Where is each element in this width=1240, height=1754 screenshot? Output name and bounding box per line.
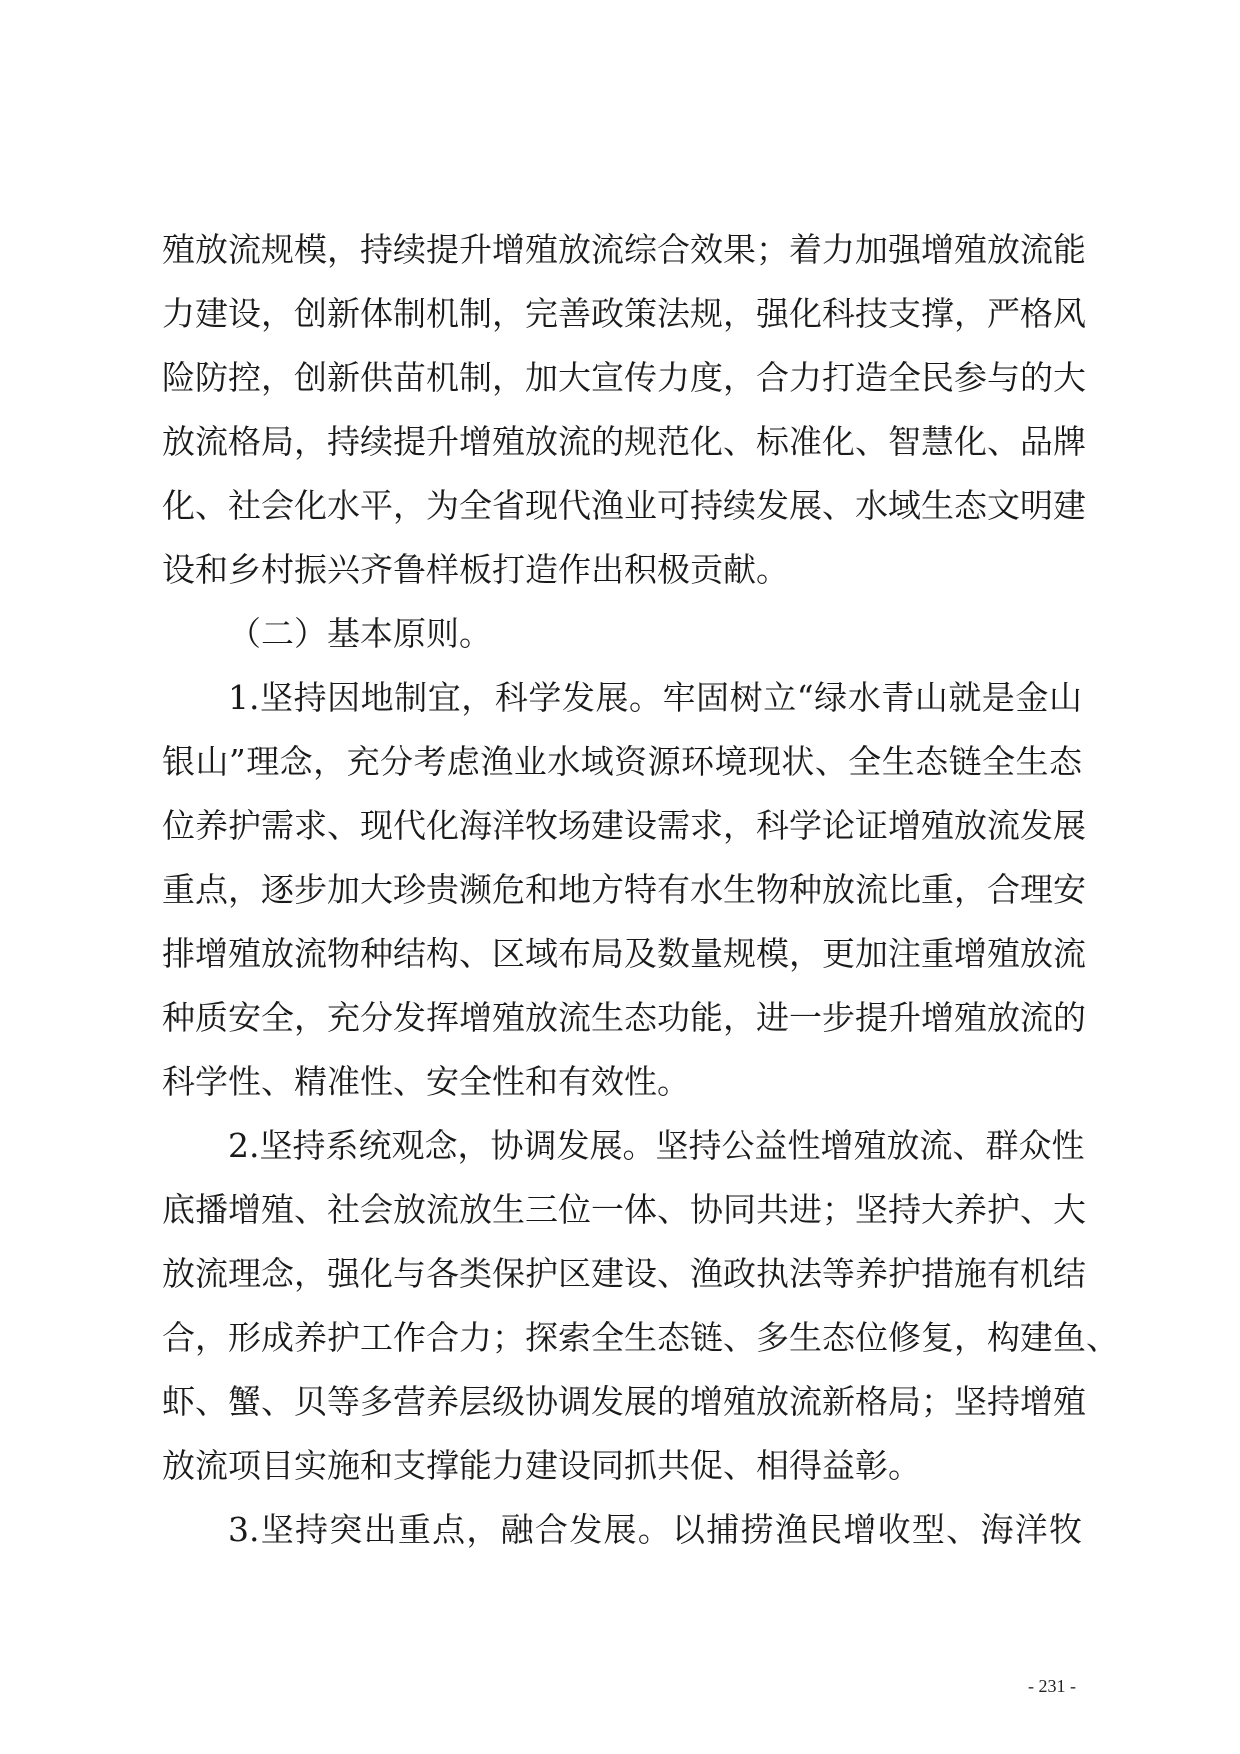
text-line: 底播增殖、社会放流放生三位一体、协同共进；坚持大养护、大 — [162, 1190, 1086, 1229]
text-line: 力建设，创新体制机制，完善政策法规，强化科技支撑，严格风 — [162, 294, 1086, 333]
text-line: 重点，逐步加大珍贵濒危和地方特有水生物种放流比重，合理安 — [162, 870, 1086, 909]
text-line: 放流格局，持续提升增殖放流的规范化、标准化、智慧化、品牌 — [162, 422, 1086, 461]
text-line: 位养护需求、现代化海洋牧场建设需求，科学论证增殖放流发展 — [162, 806, 1086, 845]
text-line: 放流项目实施和支撑能力建设同抓共促、相得益彰。 — [162, 1446, 921, 1485]
text-line: 3.坚持突出重点，融合发展。以捕捞渔民增收型、海洋牧 — [228, 1510, 1082, 1549]
text-line: 银山”理念，充分考虑渔业水域资源环境现状、全生态链全生态 — [162, 742, 1082, 781]
text-line: 放流理念，强化与各类保护区建设、渔政执法等养护措施有机结 — [162, 1254, 1086, 1293]
text-line: 化、社会化水平，为全省现代渔业可持续发展、水域生态文明建 — [162, 486, 1086, 525]
text-line: 排增殖放流物种结构、区域布局及数量规模，更加注重增殖放流 — [162, 934, 1086, 973]
page-number: - 231 - — [1028, 1676, 1076, 1696]
text-line: 险防控，创新供苗机制，加大宣传力度，合力打造全民参与的大 — [162, 358, 1086, 397]
text-line: 2.坚持系统观念，协调发展。坚持公益性增殖放流、群众性 — [228, 1126, 1085, 1165]
text-line: 1.坚持因地制宜，科学发展。牢固树立“绿水青山就是金山 — [228, 678, 1082, 717]
section-heading: （二）基本原则。 — [228, 614, 492, 653]
body-text — [162, 218, 1119, 1562]
text-line: 科学性、精准性、安全性和有效性。 — [162, 1062, 690, 1101]
text-line: 虾、蟹、贝等多营养层级协调发展的增殖放流新格局；坚持增殖 — [162, 1382, 1086, 1421]
text-line: 殖放流规模，持续提升增殖放流综合效果；着力加强增殖放流能 — [162, 230, 1086, 269]
text-line: 种质安全，充分发挥增殖放流生态功能，进一步提升增殖放流的 — [162, 998, 1086, 1037]
text-line: 设和乡村振兴齐鲁样板打造作出积极贡献。 — [162, 550, 789, 589]
text-line: 合，形成养护工作合力；探索全生态链、多生态位修复，构建鱼、 — [162, 1318, 1119, 1357]
